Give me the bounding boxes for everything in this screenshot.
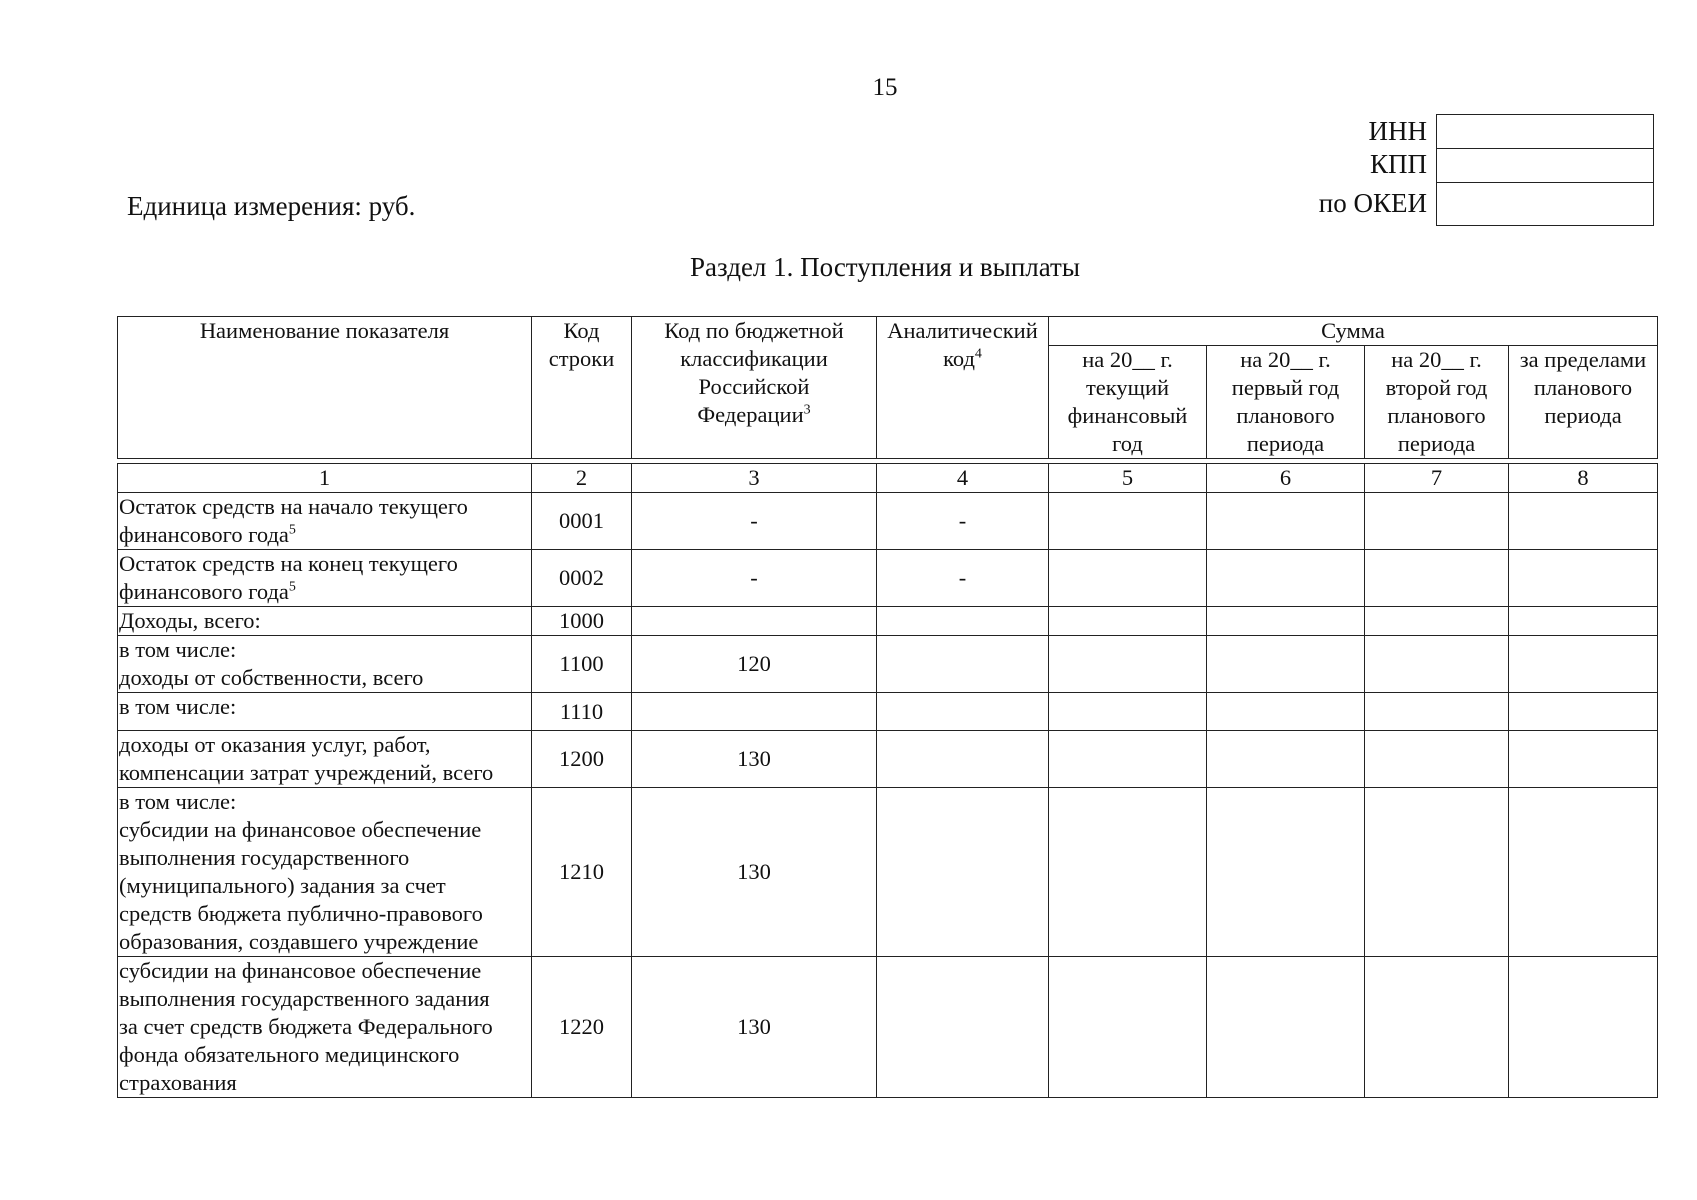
row-name: в том числе: субсидии на финансовое обеспечение выполнения государственного (муниципального) задания за счет средств бюджета публично-правового образования, создавшего учреждение <box>118 788 532 957</box>
amount-cell[interactable] <box>1509 731 1658 788</box>
column-number: 7 <box>1365 464 1509 493</box>
row-code: 1220 <box>532 957 632 1098</box>
kpp-label: КПП <box>1369 149 1427 179</box>
row-analytic: - <box>877 550 1049 607</box>
amount-cell[interactable] <box>1049 731 1207 788</box>
amount-cell[interactable] <box>1049 788 1207 957</box>
table-row <box>118 636 1658 693</box>
header-budget-code: Код по бюджетной классификации Российской Федерации$^3$ <box>632 317 877 459</box>
row-code: 1210 <box>532 788 632 957</box>
row-name: Остаток средств на конец текущего финансового года$^5$ <box>118 550 532 607</box>
row-analytic <box>877 693 1049 731</box>
row-kbk: - <box>632 550 877 607</box>
amount-cell[interactable] <box>1365 957 1509 1098</box>
kpp-field[interactable] <box>1437 149 1653 183</box>
inn-field[interactable] <box>1437 115 1653 149</box>
row-analytic <box>877 731 1049 788</box>
amount-cell[interactable] <box>1509 636 1658 693</box>
amount-cell[interactable] <box>1509 493 1658 550</box>
column-number: 3 <box>632 464 877 493</box>
amount-cell[interactable] <box>1207 607 1365 636</box>
table-row <box>118 607 1658 636</box>
amount-cell[interactable] <box>1049 693 1207 731</box>
column-number: 5 <box>1049 464 1207 493</box>
page-number: 15 <box>872 74 898 101</box>
amount-cell[interactable] <box>1365 493 1509 550</box>
header-sum: Сумма <box>1049 317 1658 346</box>
amount-cell[interactable] <box>1207 636 1365 693</box>
amount-cell[interactable] <box>1049 550 1207 607</box>
table-row <box>118 550 1658 607</box>
amount-cell[interactable] <box>1207 693 1365 731</box>
row-kbk <box>632 607 877 636</box>
column-number: 2 <box>532 464 632 493</box>
row-kbk: 130 <box>632 957 877 1098</box>
row-code: 0001 <box>532 493 632 550</box>
row-analytic <box>877 957 1049 1098</box>
amount-cell[interactable] <box>1365 550 1509 607</box>
amount-cell[interactable] <box>1207 788 1365 957</box>
row-analytic <box>877 788 1049 957</box>
column-number: 1 <box>118 464 532 493</box>
codes-box <box>1436 114 1654 226</box>
amount-cell[interactable] <box>1207 731 1365 788</box>
row-analytic <box>877 636 1049 693</box>
table-row <box>118 493 1658 550</box>
row-code: 1110 <box>532 693 632 731</box>
table-body <box>117 463 1658 1098</box>
header-year-current: на 20__ г. текущий финансовый год <box>1049 346 1207 459</box>
header-year-second: на 20__ г. второй год планового периода <box>1365 346 1509 459</box>
okei-label: по ОКЕИ <box>1318 188 1427 218</box>
row-name: в том числе: <box>118 693 532 731</box>
table-row <box>118 957 1658 1098</box>
header-beyond: за пределами планового периода <box>1509 346 1658 459</box>
row-kbk: 120 <box>632 636 877 693</box>
row-code: 1200 <box>532 731 632 788</box>
amount-cell[interactable] <box>1365 693 1509 731</box>
row-name: Доходы, всего: <box>118 607 532 636</box>
row-analytic <box>877 607 1049 636</box>
units-label: Единица измерения: руб. <box>127 191 416 221</box>
row-name: Остаток средств на начало текущего финансового года$^5$ <box>118 493 532 550</box>
row-name: в том числе: доходы от собственности, всего <box>118 636 532 693</box>
column-number: 4 <box>877 464 1049 493</box>
amount-cell[interactable] <box>1509 957 1658 1098</box>
codes-labels <box>1319 115 1427 225</box>
row-kbk: 130 <box>632 788 877 957</box>
row-name: субсидии на финансовое обеспечение выполнения государственного задания за счет средств бюджета Федерального фонда обязательного медицинского страхования <box>118 957 532 1098</box>
inn-label: ИНН <box>1368 116 1427 146</box>
row-kbk <box>632 693 877 731</box>
amount-cell[interactable] <box>1207 957 1365 1098</box>
amount-cell[interactable] <box>1365 636 1509 693</box>
column-number: 8 <box>1509 464 1658 493</box>
header-name: Наименование показателя <box>118 317 532 459</box>
row-analytic: - <box>877 493 1049 550</box>
column-number: 6 <box>1207 464 1365 493</box>
amount-cell[interactable] <box>1207 550 1365 607</box>
amount-cell[interactable] <box>1365 607 1509 636</box>
amount-cell[interactable] <box>1207 493 1365 550</box>
amount-cell[interactable] <box>1365 788 1509 957</box>
row-kbk: 130 <box>632 731 877 788</box>
amount-cell[interactable] <box>1509 607 1658 636</box>
table-header <box>117 316 1658 459</box>
section-title: Раздел 1. Поступления и выплаты <box>690 252 1080 282</box>
table-row <box>118 693 1658 731</box>
amount-cell[interactable] <box>1509 788 1658 957</box>
amount-cell[interactable] <box>1509 550 1658 607</box>
row-name: доходы от оказания услуг, работ, компенсации затрат учреждений, всего <box>118 731 532 788</box>
amount-cell[interactable] <box>1365 731 1509 788</box>
table-row <box>118 731 1658 788</box>
row-code: 0002 <box>532 550 632 607</box>
amount-cell[interactable] <box>1049 607 1207 636</box>
amount-cell[interactable] <box>1049 636 1207 693</box>
amount-cell[interactable] <box>1049 957 1207 1098</box>
okei-field[interactable] <box>1437 183 1653 225</box>
amount-cell[interactable] <box>1509 693 1658 731</box>
row-code: 1000 <box>532 607 632 636</box>
table-row <box>118 788 1658 957</box>
row-code: 1100 <box>532 636 632 693</box>
header-row-code: Код строки <box>532 317 632 459</box>
column-numbers-row <box>118 464 1658 493</box>
header-analytic-code: Аналитический код$^4$ <box>877 317 1049 459</box>
row-kbk: - <box>632 493 877 550</box>
amount-cell[interactable] <box>1049 493 1207 550</box>
header-year-first: на 20__ г. первый год планового периода <box>1207 346 1365 459</box>
